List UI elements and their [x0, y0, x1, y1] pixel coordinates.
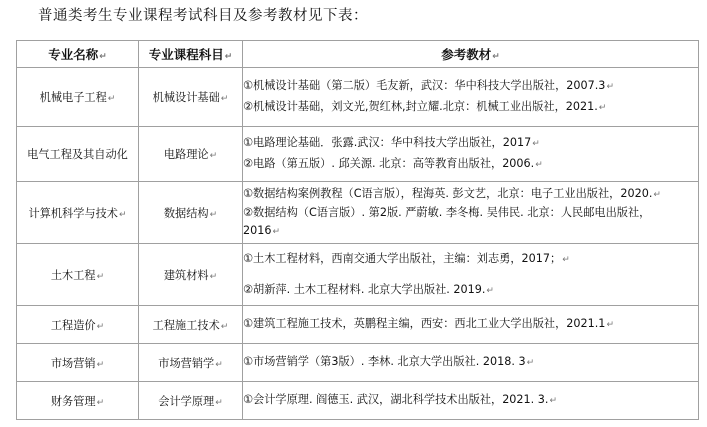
reference-cell [243, 127, 699, 182]
reference-item: ②胡新萍. 土木工程材料. 北京大学出版社. 2019.↵ [243, 282, 494, 296]
reference-item: ①电路理论基础．张露.武汉：华中科技大学出版社，2017↵ [243, 136, 540, 149]
reference-item: ①会计学原理. 阎德玉. 武汉，湖北科学技术出版社，2021. 3.↵ [243, 393, 557, 406]
reference-cell [243, 244, 699, 306]
table-row [17, 306, 699, 344]
major-cell: 土木工程↵ [17, 244, 139, 306]
table-row [17, 382, 699, 420]
table-row [17, 68, 699, 127]
subject-cell: 数据结构↵ [139, 182, 243, 244]
reference-cell [243, 68, 699, 127]
subject-cell: 市场营销学↵ [139, 344, 243, 382]
subject-cell: 工程施工技术↵ [139, 306, 243, 344]
reference-item: ①数据结构案例教程（C语言版），程海英. 彭文艺，北京：电子工业出版社，2020.↵ [243, 186, 661, 200]
subject-cell: 会计学原理↵ [139, 382, 243, 420]
reference-item-continuation: 2016↵ [243, 223, 281, 237]
reference-item: ①机械设计基础（第二版）毛友新，武汉：华中科技大学出版社，2007.3↵ [243, 79, 614, 92]
course-table [16, 40, 699, 420]
major-cell: 工程造价↵ [17, 306, 139, 344]
table-row [17, 344, 699, 382]
subject-cell: 电路理论↵ [139, 127, 243, 182]
major-cell: 计算机科学与技术↵ [17, 182, 139, 244]
reference-item: ②机械设计基础，刘文光,贺红林,封立耀.北京：机械工业出版社，2021.↵ [243, 100, 607, 113]
table-header-row [17, 41, 699, 68]
intro-text: 普通类考生专业课程考试科目及参考教材见下表： [38, 8, 368, 24]
subject-cell: 建筑材料↵ [139, 244, 243, 306]
reference-cell [243, 306, 699, 344]
table-row [17, 244, 699, 306]
header-major: 专业名称↵ [17, 41, 139, 68]
major-cell: 市场营销↵ [17, 344, 139, 382]
reference-item: ①建筑工程施工技术，英鹏程主编，西安：西北工业大学出版社，2021.1↵ [243, 317, 614, 330]
header-subject: 专业课程科目↵ [139, 41, 243, 68]
table-row [17, 127, 699, 182]
major-cell: 机械电子工程↵ [17, 68, 139, 127]
reference-item: ②数据结构（C语言版）. 第2版. 严蔚敏. 李冬梅. 吴伟民. 北京：人民邮电出版社， [243, 205, 651, 219]
major-cell: 电气工程及其自动化 [17, 127, 139, 182]
header-reference: 参考教材↵ [243, 41, 699, 68]
reference-item: ①土木工程材料，西南交通大学出版社，主编：刘志勇，2017；↵ [243, 251, 570, 265]
reference-item: ①市场营销学（第3版）. 李林. 北京大学出版社. 2018. 3↵ [243, 355, 535, 368]
reference-item: ②电路（第五版）. 邱关源. 北京：高等教育出版社，2006.↵ [243, 157, 543, 170]
reference-cell [243, 344, 699, 382]
major-cell: 财务管理↵ [17, 382, 139, 420]
subject-cell: 机械设计基础↵ [139, 68, 243, 127]
reference-cell [243, 382, 699, 420]
reference-cell [243, 182, 699, 244]
table-row [17, 182, 699, 244]
